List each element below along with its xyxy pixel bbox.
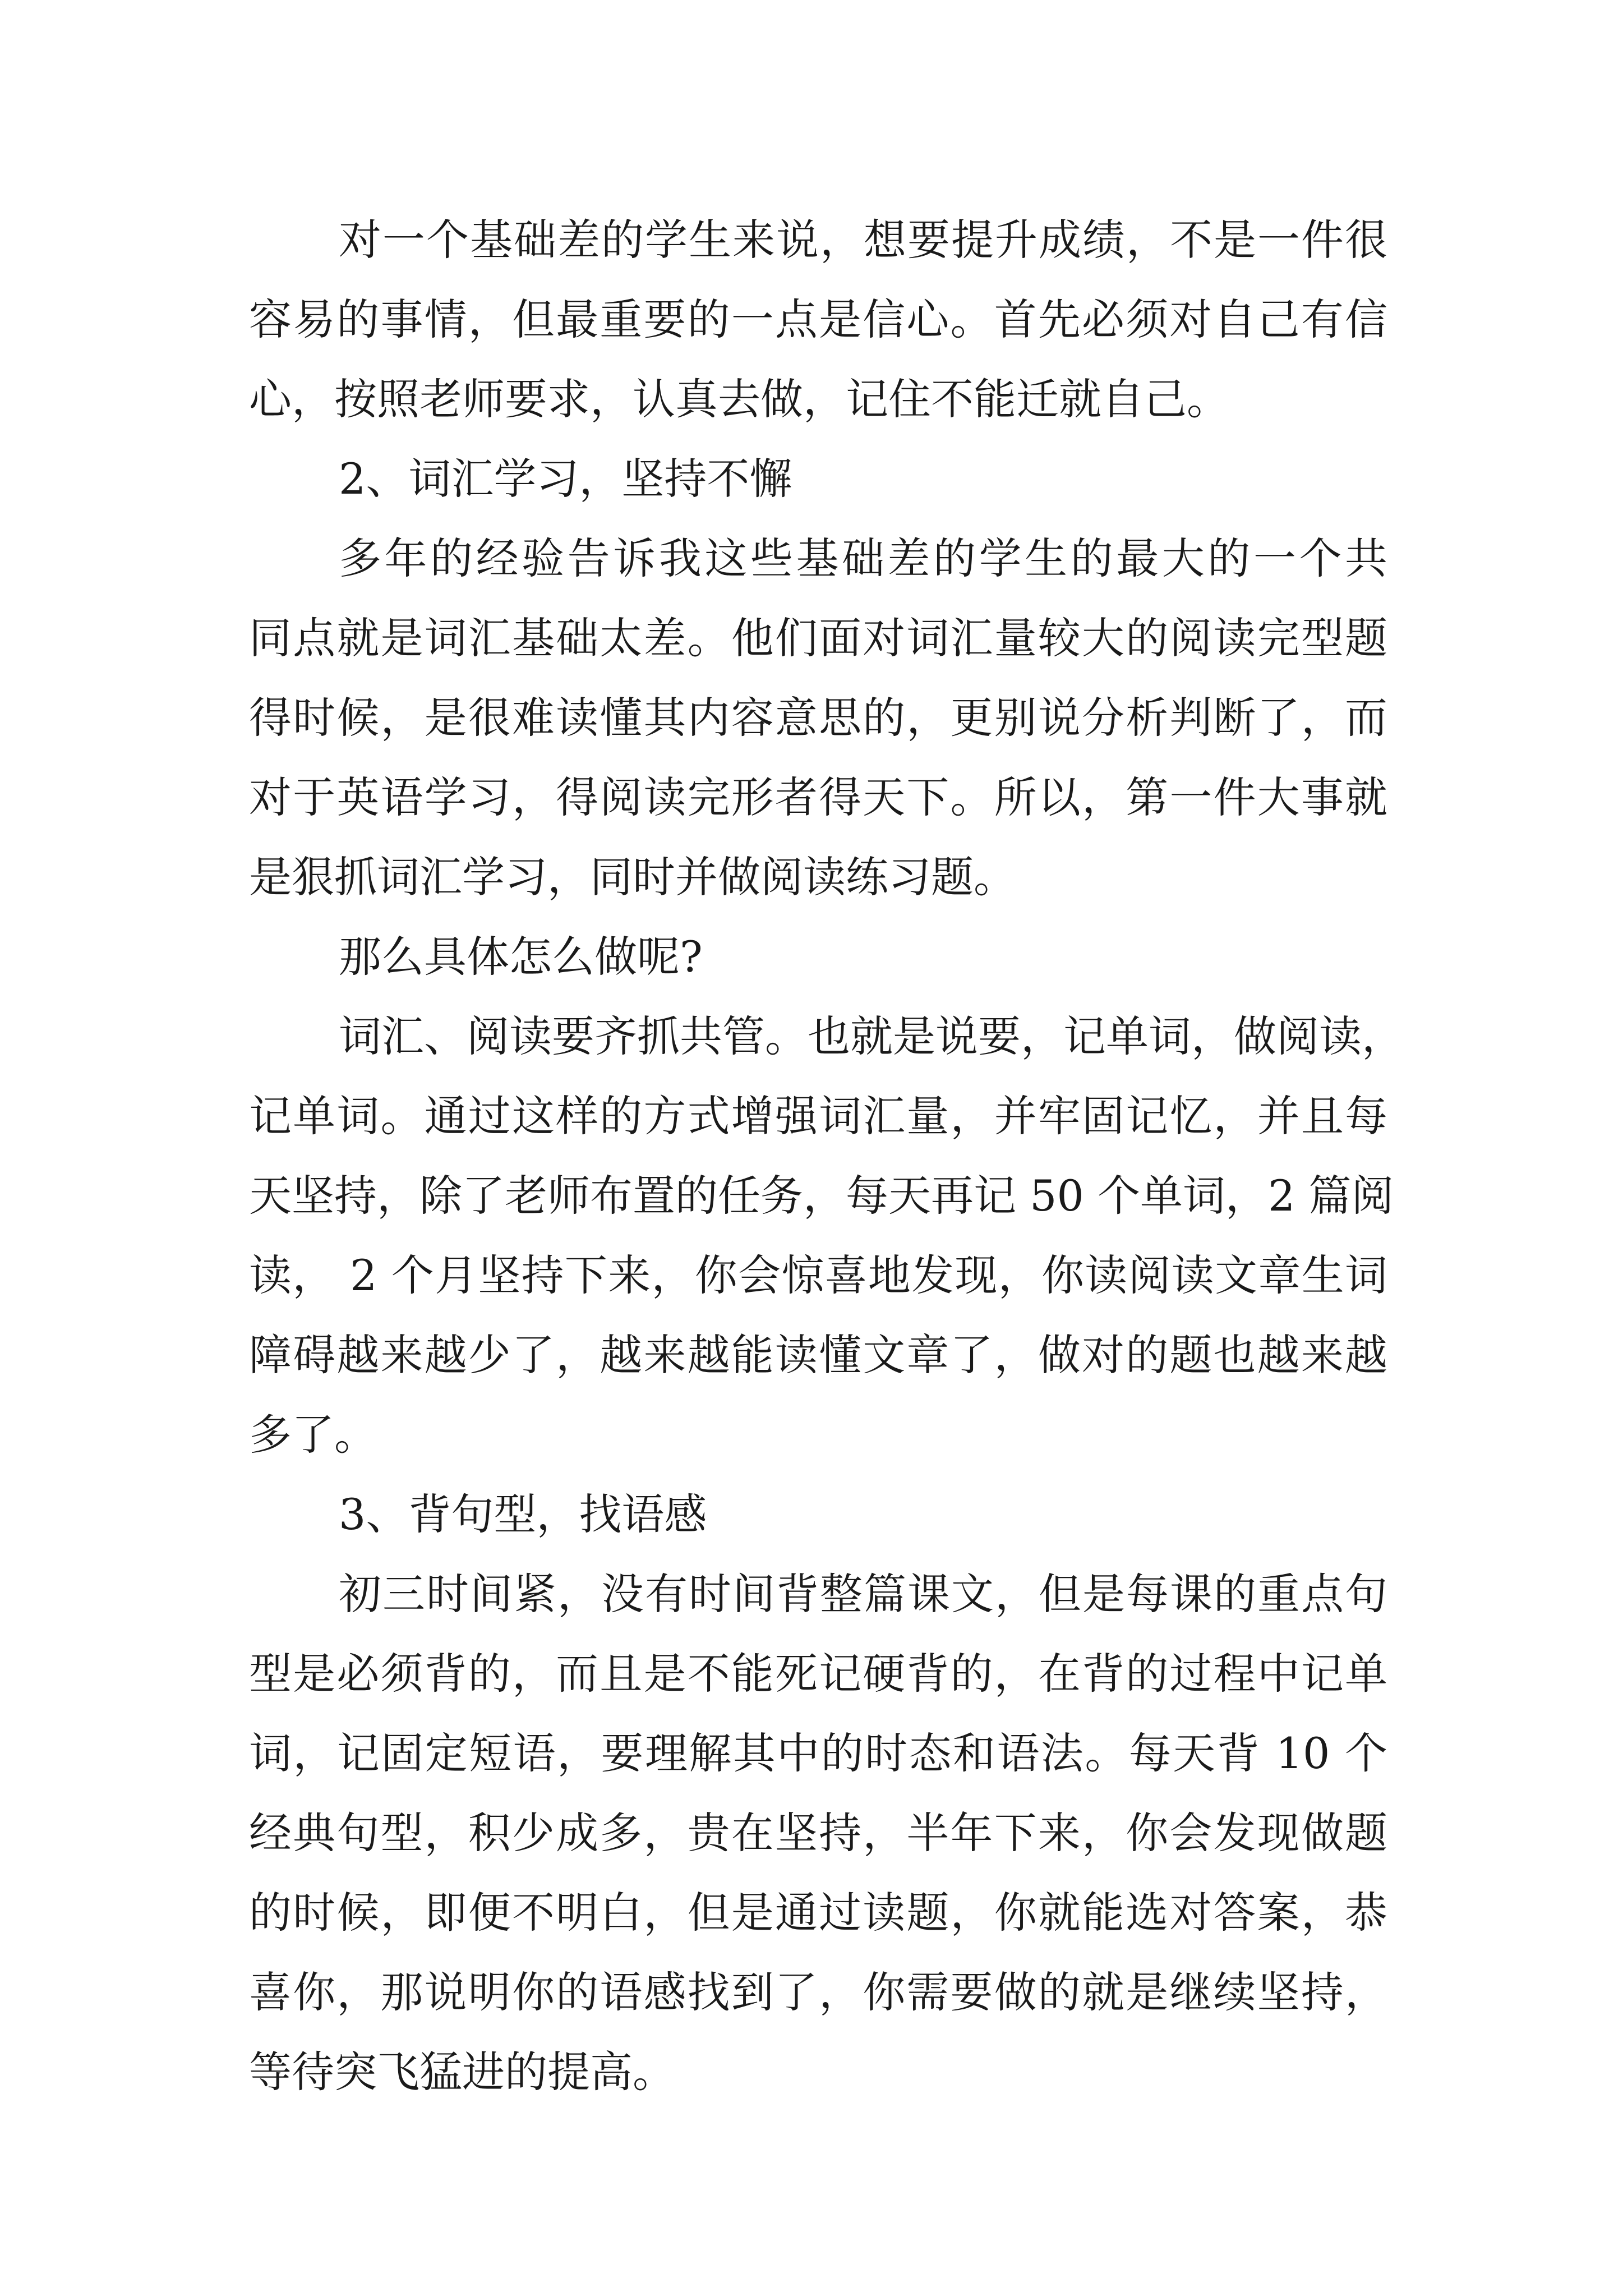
text-line: 的时候，即便不明白，但是通过读题，你就能选对答案，恭	[249, 1888, 1387, 1938]
section-heading: 2、词汇学习，坚持不懈	[339, 454, 792, 504]
text-line: 记单词。通过这样的方式增强词汇量，并牢固记忆，并且每	[249, 1091, 1387, 1141]
section-heading: 3、背句型，找语感	[339, 1489, 707, 1539]
text-line: 经典句型，积少成多，贵在坚持，半年下来，你会发现做题	[249, 1808, 1387, 1858]
text-line: 得时候，是很难读懂其内容意思的，更别说分析判断了，而	[249, 693, 1387, 743]
text-line: 对一个基础差的学生来说，想要提升成绩，不是一件很	[339, 215, 1387, 265]
text-line: 型是必须背的，而且是不能死记硬背的，在背的过程中记单	[249, 1649, 1387, 1699]
text-line: 容易的事情，但最重要的一点是信心。首先必须对自己有信	[249, 295, 1387, 344]
text-line: 对于英语学习，得阅读完形者得天下。所以，第一件大事就	[249, 772, 1387, 822]
text-line: 词汇、阅读要齐抓共管。也就是说要，记单词，做阅读，	[339, 1011, 1404, 1061]
text-line: 心，按照老师要求，认真去做，记住不能迁就自己。	[249, 374, 1229, 424]
text-line: 天坚持，除了老师布置的任务，每天再记 50 个单词，2 篇阅	[249, 1171, 1394, 1221]
text-line: 初三时间紧，没有时间背整篇课文，但是每课的重点句	[339, 1569, 1387, 1619]
text-line: 多了。	[249, 1410, 377, 1460]
text-line: 多年的经验告诉我这些基础差的学生的最大的一个共	[339, 533, 1387, 583]
text-line: 词，记固定短语，要理解其中的时态和语法。每天背 10 个	[249, 1728, 1387, 1778]
text-line: 是狠抓词汇学习，同时并做阅读练习题。	[249, 852, 1016, 902]
text-line: 喜你，那说明你的语感找到了，你需要做的就是继续坚持，	[249, 1967, 1387, 2017]
text-line: 读， 2 个月坚持下来，你会惊喜地发现，你读阅读文章生词	[249, 1250, 1387, 1300]
text-line: 同点就是词汇基础太差。他们面对词汇量较大的阅读完型题	[249, 613, 1387, 663]
text-line: 障碍越来越少了，越来越能读懂文章了，做对的题也越来越	[249, 1330, 1387, 1380]
text-line: 等待突飞猛进的提高。	[249, 2047, 675, 2097]
text-line: 那么具体怎么做呢?	[339, 932, 703, 982]
